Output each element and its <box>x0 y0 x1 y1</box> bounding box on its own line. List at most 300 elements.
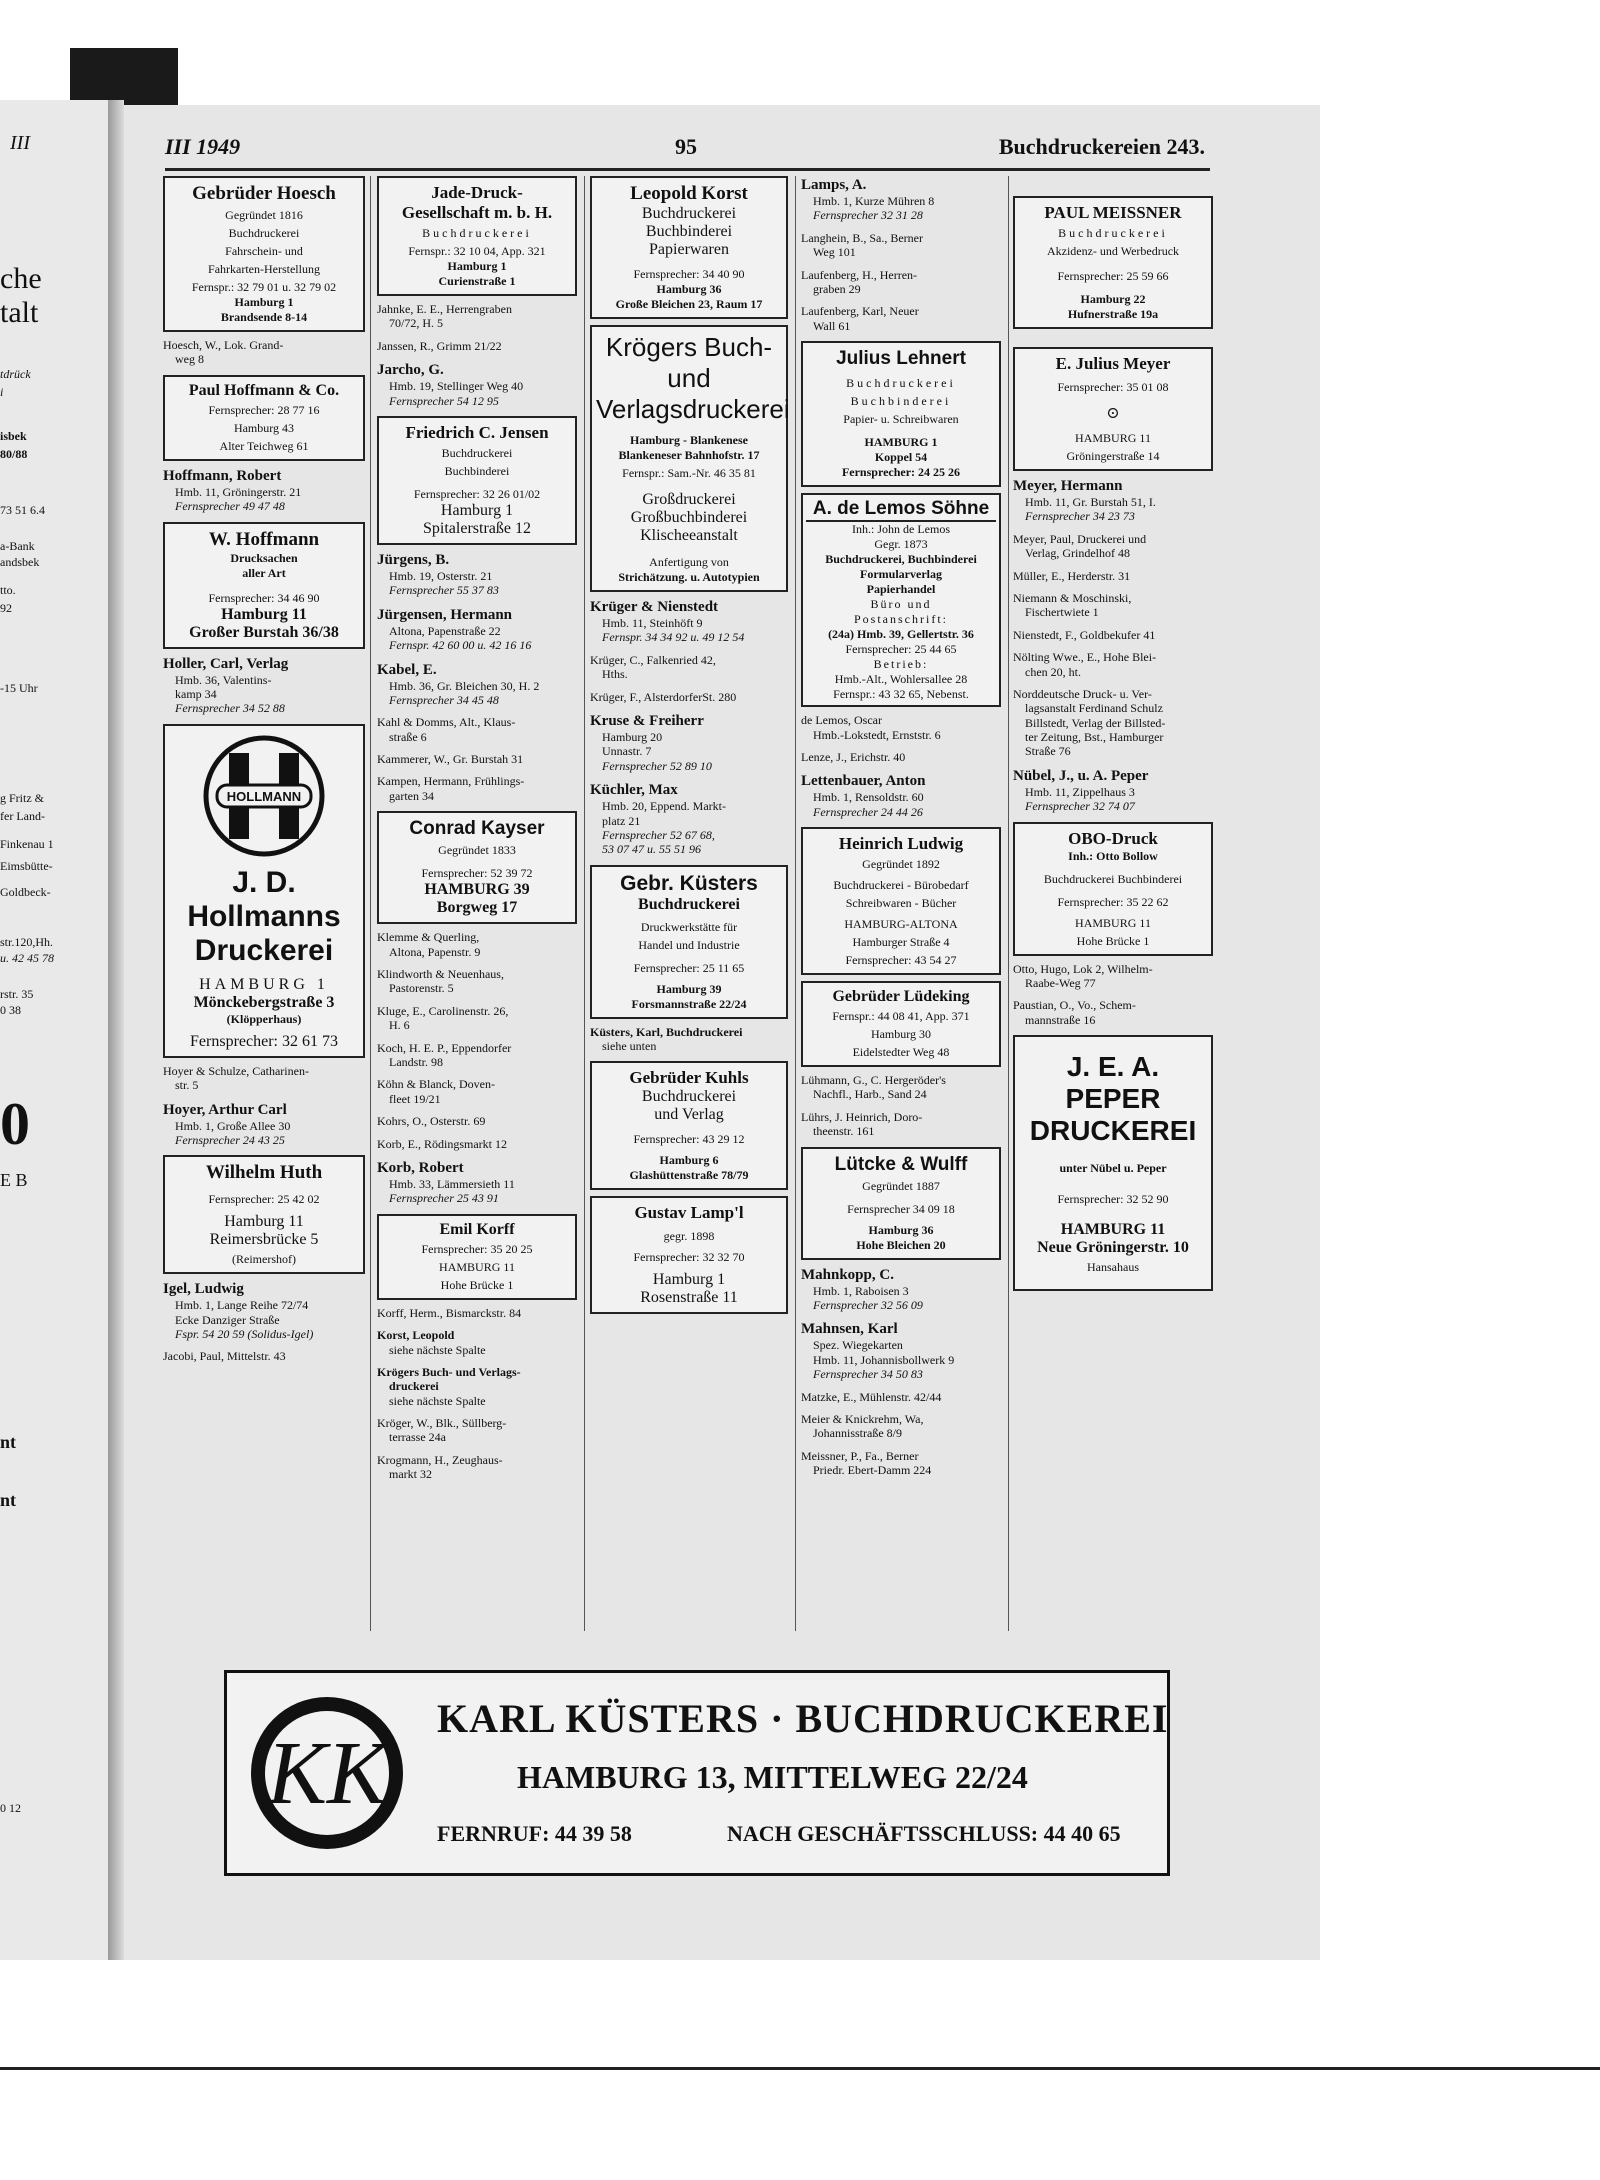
ad-line: Papier- u. Schreibwaren <box>843 412 959 427</box>
list-entry <box>377 1137 577 1151</box>
left-fragment: andsbek <box>0 555 40 569</box>
left-fragment: E B <box>0 1170 28 1190</box>
list-entry <box>163 1064 365 1093</box>
entry-detail: Hmb. 11, Zippelhaus 3 <box>1025 784 1135 799</box>
ad-jea-peper <box>1013 1035 1213 1291</box>
left-fragment: 0 12 <box>0 1801 21 1815</box>
entry-name: Hoesch, W., Lok. Grand- <box>163 338 284 352</box>
left-fragment: str.120,Hh. <box>0 935 54 949</box>
entry-name: Nienstedt, F., Goldbekufer 41 <box>1013 627 1156 642</box>
entry-phone: Fernsprecher 34 45 48 <box>389 692 499 707</box>
page-gutter <box>108 100 124 1960</box>
left-fragment: talt <box>0 296 39 329</box>
entry-phone: Fspr. 54 20 59 (Solidus-Igel) <box>175 1327 314 1342</box>
ad-phone: Fernsprecher: 34 46 90 <box>208 590 320 605</box>
entry-detail: Hmb. 36, Valentins- <box>175 672 272 687</box>
entry-name: Kohrs, O., Osterstr. 69 <box>377 1114 486 1129</box>
entry-phone: Fernsprecher 32 56 09 <box>813 1298 923 1313</box>
ad-phone: Fernspr.: 32 10 04, App. 321 <box>408 244 546 258</box>
header-rule <box>165 168 1210 171</box>
ad-julius-lehnert <box>801 341 1001 487</box>
entry-detail: garten 34 <box>389 788 434 803</box>
entry-phone: Fernsprecher 52 89 10 <box>602 758 712 773</box>
entry-name: Lührs, J. Heinrich, Doro- <box>801 1109 923 1124</box>
entry-name: Laufenberg, H., Herren- <box>801 267 918 282</box>
ad-title: Gebrüder Hoesch <box>192 183 336 204</box>
list-entry <box>377 1077 577 1106</box>
ad-line: Buchdruckerei - Bürobedarf <box>833 878 969 893</box>
entry-phone: Fernsprecher 34 23 73 <box>1025 509 1135 524</box>
entry-phone: Fernsprecher 24 43 25 <box>175 1132 285 1147</box>
list-entry <box>801 231 1001 260</box>
ad-phone: Fernsprecher: 32 61 73 <box>190 1032 338 1050</box>
entry-detail: Pastorenstr. 5 <box>389 981 454 996</box>
ad-title: Emil Korff <box>439 1220 515 1238</box>
entry-phone: Fernsprecher 32 74 07 <box>1025 799 1135 814</box>
ad-wilhelm-huth <box>163 1155 365 1274</box>
left-fragment: 0 38 <box>0 1003 21 1017</box>
ad-phone: Fernsprecher: 24 25 26 <box>841 465 961 480</box>
ad-line: Drucksachen <box>230 550 298 565</box>
list-entry <box>1013 998 1213 1027</box>
entry-name: de Lemos, Oscar <box>801 713 882 728</box>
entry-detail: graben 29 <box>813 281 861 296</box>
entry-name: Korst, Leopold <box>377 1328 455 1343</box>
ad-line: gegr. 1898 <box>663 1229 715 1244</box>
entry-name: Krüger, F., AlsterdorferSt. 280 <box>590 689 737 704</box>
ad-city: Hamburg 1 <box>447 259 507 273</box>
left-fragment: nt <box>0 1432 17 1452</box>
entry-name: Korb, E., Rödingsmarkt 12 <box>377 1136 507 1151</box>
ad-phone: Fernsprecher: 25 11 65 <box>633 960 745 975</box>
list-entry <box>801 1110 1001 1139</box>
entry-name: Holler, Carl, Verlag <box>163 655 289 672</box>
entry-name: Kröger, W., Blk., Süllberg- <box>377 1416 507 1431</box>
ad-line: Buchdruckerei <box>846 376 956 391</box>
ad-line: Buchbinderei <box>444 463 510 478</box>
ad-title: Leopold Korst <box>630 183 748 204</box>
entry-phone: Fernsprecher 54 12 95 <box>389 393 499 408</box>
entry-name: Korb, Robert <box>377 1159 464 1176</box>
ad-city: HAMBURG 11 <box>439 1259 515 1274</box>
ad-line: Buchdruckerei, Buchbinderei <box>825 552 977 567</box>
ad-phone: Fernsprecher: 25 59 66 <box>1057 269 1169 283</box>
column-rule <box>795 176 796 1631</box>
entry-detail: markt 32 <box>389 1467 432 1482</box>
ad-line: Buchdruckerei <box>641 1088 737 1106</box>
left-fragment: Eimsbütte- <box>0 859 53 873</box>
ad-de-lemos-soehne <box>801 493 1001 707</box>
entry-name: Jahnke, E. E., Herrengraben <box>377 302 512 316</box>
list-entry <box>590 1025 788 1054</box>
ad-street: Koppel 54 <box>874 450 928 465</box>
ad-line: Gegründet 1887 <box>862 1178 940 1193</box>
ad-city: HAMBURG 39 <box>424 881 530 899</box>
entry-detail: Hmb. 11, Johannisbollwerk 9 <box>813 1352 955 1367</box>
list-entry <box>163 1280 365 1341</box>
entry-detail: straße 6 <box>389 729 427 744</box>
list-entry <box>377 752 577 766</box>
entry-detail: Hmb. 36, Gr. Bleichen 30, H. 2 <box>389 678 540 693</box>
ad-title: Friedrich C. Jensen <box>405 422 549 442</box>
entry-phone: Fernspr. 42 60 00 u. 42 16 16 <box>389 638 532 653</box>
ad-phone: Fernspr.: Sam.-Nr. 46 35 81 <box>622 466 756 480</box>
list-entry <box>377 339 577 353</box>
ad-line: unter Nübel u. Peper <box>1059 1161 1167 1176</box>
list-entry <box>590 598 788 645</box>
column-rule <box>370 176 371 1631</box>
entry-phone: Fernsprecher 34 52 88 <box>175 701 285 716</box>
entry-detail: Hmb. 1, Große Allee 30 <box>175 1118 291 1133</box>
list-entry <box>801 1320 1001 1381</box>
ad-line: Anfertigung von <box>649 555 729 569</box>
entry-phone: Fernsprecher 55 37 83 <box>389 583 499 598</box>
ad-title: J. D. <box>232 865 296 899</box>
ad-street: Gröningerstraße 14 <box>1066 449 1160 463</box>
ad-line: Schreibwaren - Bücher <box>845 896 957 911</box>
entry-detail: Hmb. 1, Kurze Mühren 8 <box>813 194 935 208</box>
ad-title: Heinrich Ludwig <box>838 834 964 854</box>
entry-name: Lamps, A. <box>801 177 867 193</box>
entry-phone: Fernsprecher 32 31 28 <box>813 208 923 223</box>
list-entry <box>163 1101 365 1148</box>
ad-title: PEPER <box>1065 1083 1161 1115</box>
ad-title: Gesellschaft m. b. H. <box>401 203 553 222</box>
running-header <box>165 134 1205 160</box>
entry-phone: 53 07 47 u. 55 51 96 <box>602 842 701 857</box>
entry-detail: Hths. <box>602 667 628 682</box>
ad-line: und Verlag <box>654 1106 724 1124</box>
ad-jade-druck <box>377 176 577 296</box>
ad-title: Hollmanns <box>187 899 341 933</box>
ad-street: Hmb.-Alt., Wohlersallee 28 <box>834 672 968 687</box>
ad-line: Papierhandel <box>866 582 936 597</box>
left-fragment: tto. <box>0 583 16 597</box>
entry-phone: Fernsprecher 25 43 91 <box>389 1191 499 1206</box>
ad-line: Büro und <box>870 597 932 612</box>
ad-phone: Fernspr.: 43 32 65, Nebenst. <box>833 687 969 702</box>
entry-detail: Hmb. 33, Lämmersieth 11 <box>389 1176 515 1191</box>
list-entry <box>377 930 577 959</box>
list-entry <box>377 774 577 803</box>
ad-e-julius-meyer <box>1013 347 1213 471</box>
entry-name: Kruse & Freiherr <box>590 712 704 729</box>
entry-detail: Altona, Papenstr. 9 <box>389 944 481 959</box>
column-4 <box>801 176 1001 1486</box>
ad-title: Gustav Lamp'l <box>634 1203 744 1223</box>
ad-title: Druckerei <box>194 933 334 967</box>
entry-name: Jürgens, B. <box>377 551 450 568</box>
ad-street: Rosenstraße 11 <box>640 1289 738 1307</box>
entry-name: Niemann & Moschinski, <box>1013 590 1132 605</box>
entry-detail: H. 6 <box>389 1018 410 1033</box>
ad-line: Buchdruckerei <box>638 895 740 913</box>
entry-detail: platz 21 <box>602 813 641 828</box>
ad-street: Große Bleichen 23, Raum 17 <box>615 297 763 311</box>
ad-title: Verlagsdruckerei <box>596 394 790 424</box>
ad-city: Hamburg 6 <box>659 1153 719 1168</box>
entry-name: Mahnkopp, C. <box>801 1266 894 1283</box>
entry-name: Kammerer, W., Gr. Burstah 31 <box>377 752 524 767</box>
entry-name: Klemme & Querling, <box>377 930 480 945</box>
entry-name: Hoyer & Schulze, Catharinen- <box>163 1063 309 1078</box>
ad-title: PAUL MEISSNER <box>1044 203 1182 222</box>
entry-detail: Unnastr. 7 <box>602 744 652 759</box>
list-entry <box>1013 628 1213 642</box>
list-entry <box>377 1416 577 1445</box>
ad-street: Spitalerstraße 12 <box>423 519 531 537</box>
list-entry <box>801 176 1001 223</box>
ad-phone: Fernsprecher: 32 52 90 <box>1057 1192 1169 1207</box>
ad-title: Paul Hoffmann & Co. <box>188 381 340 399</box>
ad-street: Hohe Brücke 1 <box>1076 933 1150 948</box>
ad-line: Fahrkarten-Herstellung <box>208 262 320 276</box>
entry-detail: ter Zeitung, Bst., Hamburger <box>1025 730 1164 745</box>
ad-street: Blankeneser Bahnhofstr. 17 <box>618 448 760 462</box>
ad-line: Inh.: John de Lemos <box>852 522 950 537</box>
left-fragment: isbek <box>0 429 27 443</box>
entry-detail: Weg 101 <box>813 245 856 260</box>
entry-detail: weg 8 <box>175 352 204 367</box>
ad-line: Gegründet 1833 <box>438 843 516 858</box>
ad-phone: Fernsprecher: 43 54 27 <box>845 953 957 968</box>
entry-detail: Straße 76 <box>1025 744 1071 759</box>
list-entry <box>163 338 365 367</box>
ad-street: Borgweg 17 <box>436 899 518 917</box>
entry-name: Koch, H. E. P., Eppendorfer <box>377 1040 512 1055</box>
ad-street: Hufnerstraße 19a <box>1067 307 1159 321</box>
entry-detail: Hamburg 20 <box>602 729 663 744</box>
left-fragment: nt <box>0 1490 17 1510</box>
left-page-fragment <box>0 100 108 1960</box>
ad-city: Hamburg 36 <box>868 1222 934 1237</box>
ad-title: Gebrüder Lüdeking <box>832 988 970 1006</box>
ad-street: Forsmannstraße 22/24 <box>631 996 747 1011</box>
ad-line: Gegründet 1816 <box>225 208 303 222</box>
ad-city: HAMBURG 11 <box>1075 431 1151 445</box>
column-rule <box>1008 176 1009 1631</box>
ad-emblem: ⊙ <box>1106 405 1120 422</box>
column-2 <box>377 176 577 1490</box>
ad-line: Buchdruckerei <box>1058 226 1168 240</box>
ad-city: Hamburg 39 <box>656 981 722 996</box>
column-rule <box>584 176 585 1631</box>
list-entry <box>377 715 577 744</box>
entry-detail: Nachfl., Harb., Sand 24 <box>813 1087 927 1102</box>
banner-phone: FERNRUF: 44 39 58 <box>437 1821 632 1846</box>
left-fragment: -15 Uhr <box>0 681 38 695</box>
list-entry <box>377 1453 577 1482</box>
entry-name: Meyer, Hermann <box>1013 478 1123 494</box>
list-entry <box>163 467 365 514</box>
entry-detail: Verlag, Grindelhof 48 <box>1025 546 1130 561</box>
ad-line: Postanschrift: <box>854 612 948 627</box>
list-entry <box>377 361 577 408</box>
hollmann-logo <box>199 731 329 861</box>
entry-detail: siehe nächste Spalte <box>389 1393 486 1408</box>
ad-city: Hamburg 43 <box>233 420 295 435</box>
top-margin <box>0 0 1600 48</box>
left-fragment: i <box>0 385 4 399</box>
entry-name: Kampen, Hermann, Frühlings- <box>377 774 525 789</box>
left-fragment: che <box>0 262 42 295</box>
entry-detail: Raabe-Weg 77 <box>1025 976 1096 991</box>
ad-phone: Fernsprecher: 34 40 90 <box>633 267 745 281</box>
ad-city: Hamburg 1 <box>440 501 514 519</box>
entry-name: Lenze, J., Erichstr. 40 <box>801 749 906 764</box>
list-entry <box>801 713 1001 742</box>
entry-name: Lettenbauer, Anton <box>801 773 926 790</box>
entry-detail: Hmb. 20, Eppend. Markt- <box>602 799 726 814</box>
entry-name: Igel, Ludwig <box>163 1281 244 1298</box>
entry-name: Küchler, Max <box>590 782 678 799</box>
entry-detail: Ecke Danziger Straße <box>175 1312 280 1327</box>
ad-heinrich-ludwig <box>801 827 1001 975</box>
entry-detail: Billstedt, Verlag der Billsted- <box>1025 715 1166 730</box>
entry-detail: fleet 19/21 <box>389 1091 441 1106</box>
entry-phone: Fernspr. 34 34 92 u. 49 12 54 <box>602 630 745 645</box>
ad-line: Großdruckerei <box>642 491 736 508</box>
left-fragment: tdrück <box>0 367 31 381</box>
ad-phone: Fernsprecher: 43 29 12 <box>633 1132 745 1147</box>
list-entry <box>590 781 788 857</box>
ad-title: Gebr. Küsters <box>620 871 758 895</box>
ad-phone: Fernsprecher: 28 77 16 <box>208 402 320 417</box>
banner-title: KARL KÜSTERS · BUCHDRUCKEREI <box>437 1696 1169 1741</box>
entry-detail: Spez. Wiegekarten <box>813 1338 903 1353</box>
entry-name: Köhn & Blanck, Doven- <box>377 1077 495 1092</box>
entry-name: Krüger & Nienstedt <box>590 599 719 615</box>
ad-hollmann <box>163 724 365 1058</box>
list-entry <box>377 1114 577 1128</box>
entry-detail: Hmb. 1, Raboisen 3 <box>813 1283 909 1298</box>
ad-line: Formularverlag <box>860 567 942 582</box>
ad-title: W. Hoffmann <box>208 528 320 550</box>
list-entry <box>1013 650 1213 679</box>
ad-line: Strichätzung. u. Autotypien <box>618 570 760 584</box>
ad-street: Alter Teichweg 61 <box>219 438 309 453</box>
ad-title: A. de Lemos Söhne <box>806 498 996 522</box>
bottom-margin <box>0 2067 1600 2180</box>
entry-name: Korff, Herm., Bismarckstr. 84 <box>377 1305 522 1320</box>
entry-detail: Johannisstraße 8/9 <box>813 1426 902 1441</box>
ad-line: Buchdruckerei <box>228 226 300 240</box>
list-entry <box>801 1390 1001 1404</box>
ad-street: Großer Burstah 36/38 <box>189 623 339 641</box>
entry-detail: Hmb.-Lokstedt, Ernststr. 6 <box>813 727 941 742</box>
entry-phone: Fernsprecher 34 50 83 <box>813 1367 923 1382</box>
entry-name: Nübel, J., u. A. Peper <box>1013 767 1149 784</box>
list-entry <box>377 1159 577 1206</box>
ad-phone: Fernsprecher: 35 22 62 <box>1057 894 1169 909</box>
left-fragment: fer Land- <box>0 809 45 823</box>
ad-street: Reimersbrücke 5 <box>209 1231 319 1249</box>
list-entry <box>1013 962 1213 991</box>
ad-phone: Fernsprecher: 35 01 08 <box>1057 380 1169 394</box>
list-entry <box>1013 767 1213 814</box>
ad-gebr-kuesters <box>590 865 788 1019</box>
entry-name: Paustian, O., Vo., Schem- <box>1013 998 1136 1013</box>
list-entry <box>1013 569 1213 583</box>
ad-city: HAMBURG 11 <box>1060 1221 1166 1239</box>
entry-name: Meyer, Paul, Druckerei und <box>1013 531 1147 546</box>
ad-line: Inh.: Otto Bollow <box>1068 848 1158 863</box>
ad-city: HAMBURG 1 <box>864 435 938 450</box>
ad-phone: Fernsprecher: 25 42 02 <box>208 1192 320 1207</box>
list-entry <box>1013 532 1213 561</box>
kk-monogram-logo <box>247 1693 407 1853</box>
ad-gustav-lampl <box>590 1196 788 1314</box>
ad-w-hoffmann <box>163 522 365 649</box>
ad-phone: Fernsprecher: 25 44 65 <box>845 642 957 657</box>
entry-name: Krögers Buch- und Verlags- <box>377 1364 521 1379</box>
entry-detail: Hmb. 11, Gr. Burstah 51, I. <box>1025 495 1156 509</box>
list-entry <box>590 712 788 773</box>
ad-city: HAMBURG 11 <box>1075 915 1151 930</box>
entry-name: Norddeutsche Druck- u. Ver- <box>1013 686 1152 701</box>
ad-title: DRUCKEREI <box>1029 1115 1197 1147</box>
entry-name: Laufenberg, Karl, Neuer <box>801 304 919 319</box>
ad-street: Glashüttenstraße 78/79 <box>629 1168 749 1183</box>
entry-name: Meissner, P., Fa., Berner <box>801 1448 919 1463</box>
ad-gebrueder-hoesch <box>163 176 365 332</box>
ad-title: Julius Lehnert <box>836 348 966 370</box>
ad-line: Akzidenz- und Werbedruck <box>1046 244 1180 258</box>
ad-paul-hoffmann <box>163 375 365 461</box>
ad-line: Buchdruckerei Buchbinderei <box>1043 871 1183 886</box>
entry-detail: Hmb. 11, Steinhöft 9 <box>602 616 703 630</box>
entry-name: Langhein, B., Sa., Berner <box>801 230 923 245</box>
entry-detail: siehe nächste Spalte <box>389 1342 486 1357</box>
entry-detail: Landstr. 98 <box>389 1054 443 1069</box>
entry-name: Janssen, R., Grimm 21/22 <box>377 338 502 353</box>
entry-detail: Hmb. 19, Osterstr. 21 <box>389 568 493 583</box>
ad-line: Buchdruckerei <box>641 205 737 222</box>
ad-city: Hamburg 11 <box>221 605 307 623</box>
list-entry <box>377 1328 577 1357</box>
entry-name: Lühmann, G., C. Hergeröder's <box>801 1073 946 1088</box>
list-entry <box>377 606 577 653</box>
entry-detail: Priedr. Ebert-Damm 224 <box>813 1463 932 1478</box>
logo-text: HOLLMANN <box>226 788 302 804</box>
list-entry <box>377 551 577 598</box>
entry-name: Müller, E., Herderstr. 31 <box>1013 568 1131 583</box>
ad-line: Fahrschein- und <box>225 244 303 258</box>
left-fragment: 73 51 6.4 <box>0 503 45 517</box>
list-entry <box>163 655 365 716</box>
ad-line: Druckwerkstätte für <box>640 919 738 934</box>
ad-leopold-korst <box>590 176 788 319</box>
ad-line: (Klöpperhaus) <box>226 1011 302 1026</box>
list-entry <box>377 1041 577 1070</box>
entry-detail: lagsanstalt Ferdinand Schulz <box>1025 701 1163 716</box>
ad-city: Hamburg 36 <box>656 282 722 296</box>
entry-detail: druckerei <box>389 1379 439 1394</box>
entry-name: Küsters, Karl, Buchdruckerei <box>590 1024 743 1039</box>
list-entry <box>590 690 788 704</box>
left-fragment: 80/88 <box>0 447 28 461</box>
ad-kroegers-verlagsdruckerei <box>590 325 788 592</box>
ad-line: Buchdruckerei <box>441 445 513 460</box>
list-entry <box>801 1412 1001 1441</box>
ad-friedrich-jensen <box>377 416 577 545</box>
entry-detail: siehe unten <box>602 1039 657 1054</box>
entry-phone: Fernsprecher 52 67 68, <box>602 827 715 842</box>
entry-name: Kabel, E. <box>377 661 437 678</box>
ad-gebrueder-luedeking <box>801 981 1001 1067</box>
ad-title: Gebrüder Kuhls <box>629 1068 749 1088</box>
ad-line: aller Art <box>242 565 286 580</box>
